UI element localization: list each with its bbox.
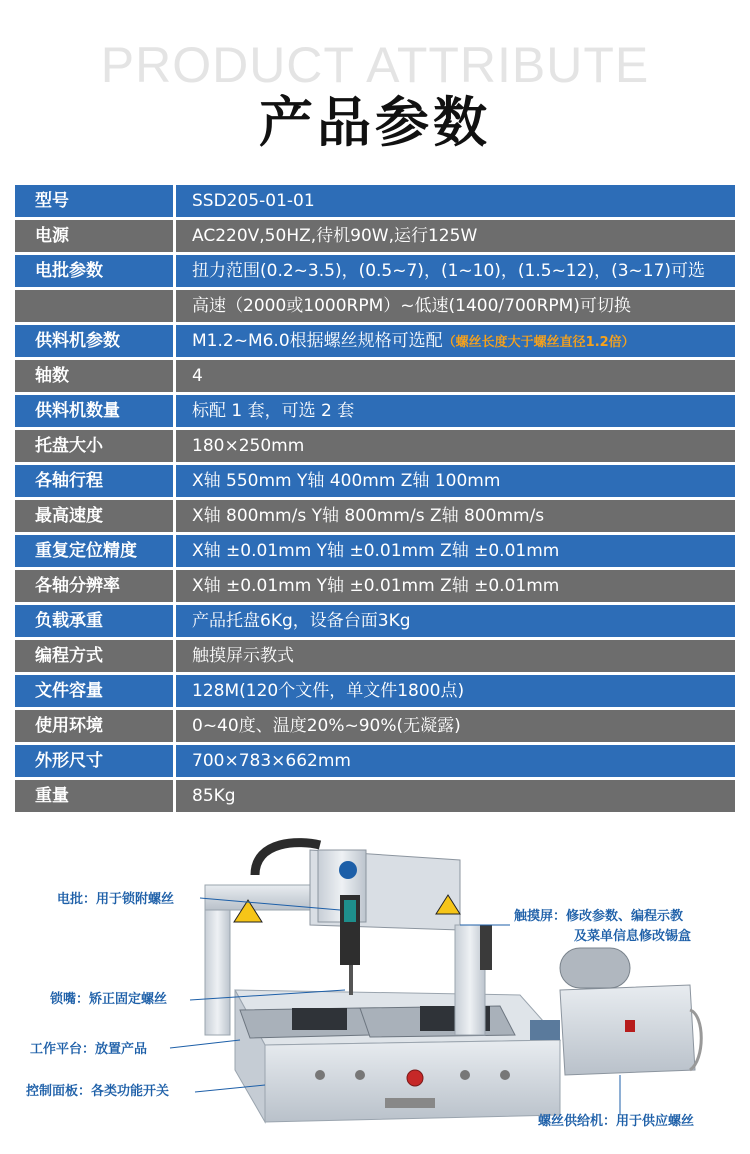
callout-feeder: 螺丝供给机：用于供应螺丝 [538,1114,695,1129]
spec-label: 外形尺寸 [15,745,173,777]
spec-label: 编程方式 [15,640,173,672]
spec-value: SSD205-01-01 [176,185,735,217]
spec-row [15,325,735,357]
spec-value: 高速（2000或1000RPM）~低速(1400/700RPM)可切换 [176,290,735,322]
spec-value: 扭力范围(0.2~3.5)，(0.5~7)，(1~10)，(1.5~12)，(3~17)可选 [176,255,735,287]
spec-row [15,220,735,252]
spec-value: X轴 550mm Y轴 400mm Z轴 100mm [176,465,735,497]
spec-value: 700×783×662mm [176,745,735,777]
spec-label: 托盘大小 [15,430,173,462]
spec-row [15,360,735,392]
spec-label: 供料机参数 [15,325,173,357]
spec-table [15,185,735,815]
spec-value: 0~40度、温度20%~90%(无凝露) [176,710,735,742]
spec-row [15,430,735,462]
spec-label: 各轴分辨率 [15,570,173,602]
spec-label: 最高速度 [15,500,173,532]
spec-label: 各轴行程 [15,465,173,497]
header-title-cn: 产品参数 [259,91,491,154]
spec-row [15,780,735,812]
spec-row [15,465,735,497]
spec-value: 触摸屏示教式 [176,640,735,672]
spec-label: 型号 [15,185,173,217]
spec-label: 使用环境 [15,710,173,742]
page-header [0,0,750,175]
spec-value-text: M1.2~M6.0根据螺丝规格可选配 [192,331,443,351]
spec-label: 重量 [15,780,173,812]
spec-value: 128M(120个文件，单文件1800点) [176,675,735,707]
spec-row [15,255,735,287]
spec-label: 负载承重 [15,605,173,637]
spec-row [15,500,735,532]
spec-row [15,535,735,567]
spec-row [15,395,735,427]
header-title-en: PRODUCT ATTRIBUTE [100,37,650,93]
spec-value: X轴 800mm/s Y轴 800mm/s Z轴 800mm/s [176,500,735,532]
callout-touchscreen-2: 及菜单信息修改锡盒 [574,929,692,944]
spec-row [15,605,735,637]
spec-label: 电源 [15,220,173,252]
spec-label [15,290,173,322]
spec-value: X轴 ±0.01mm Y轴 ±0.01mm Z轴 ±0.01mm [176,535,735,567]
spec-value: 180×250mm [176,430,735,462]
spec-label: 文件容量 [15,675,173,707]
spec-value: AC220V,50HZ,待机90W,运行125W [176,220,735,252]
spec-row [15,570,735,602]
callout-platform: 工作平台：放置产品 [30,1042,148,1057]
spec-label: 供料机数量 [15,395,173,427]
spec-value: X轴 ±0.01mm Y轴 ±0.01mm Z轴 ±0.01mm [176,570,735,602]
callout-nozzle: 锁嘴：矫正固定螺丝 [50,992,168,1007]
callout-screwdriver: 电批：用于锁附螺丝 [57,892,175,907]
spec-value: 4 [176,360,735,392]
spec-label: 轴数 [15,360,173,392]
spec-note: （螺丝长度大于螺丝直径1.2倍） [442,335,635,350]
spec-label: 重复定位精度 [15,535,173,567]
spec-value: 85Kg [176,780,735,812]
callout-control-panel: 控制面板：各类功能开关 [26,1084,170,1099]
spec-value: 标配 1 套，可选 2 套 [176,395,735,427]
spec-row [15,185,735,217]
spec-row [15,745,735,777]
spec-row [15,290,735,322]
spec-row [15,675,735,707]
machine-illustration [0,830,750,1150]
spec-label: 电批参数 [15,255,173,287]
spec-value [176,325,735,357]
spec-value: 产品托盘6Kg，设备台面3Kg [176,605,735,637]
spec-row [15,640,735,672]
spec-row [15,710,735,742]
machine-drawing [0,830,750,1150]
callout-touchscreen-1: 触摸屏：修改参数、编程示教 [514,909,684,924]
